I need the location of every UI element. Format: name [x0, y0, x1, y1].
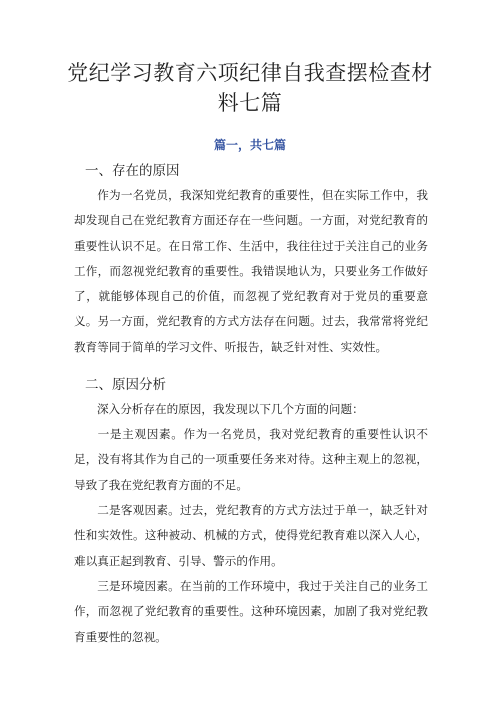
paragraph	[74, 574, 428, 650]
paragraph	[74, 498, 428, 574]
document-title: 党纪学习教育六项纪律自我查摆检查材料七篇	[67, 61, 433, 115]
paragraph-text: 作为一名党员，我深知党纪教育的重要性，但在实际工作中，我却发现自己在党纪教育方面还存在一些问题。一方面，对党纪教育的重要性认识不足。在日常工作、生活中，我往往过于关注自己的业务工作，而忽视党纪教育的重要性。我错误地认为，只要业务工作做好了，就能够体现自己的价值，而忽视了党纪教育对于党员的重要意义。另一方面，党纪教育的方式方法存在问题。过去，我常常将党纪教育等同于简单的学习文件、听报告，缺乏针对性、实效性。	[74, 188, 428, 354]
paragraph-text: 二是客观因素。过去，党纪教育的方式方法过于单一，缺乏针对性和实效性。这种被动、机械的方式，使得党纪教育难以深入人心，难以真正起到教育、引导、警示的作用。	[74, 503, 428, 568]
chapter-label: 篇一，共七篇	[213, 138, 286, 152]
section-heading-analysis: 二、原因分析	[85, 377, 166, 393]
paragraph-text: 一是主观因素。作为一名党员，我对党纪教育的重要性认识不足，没有将其作为自己的一项重要任务来对待。这种主观上的忽视，导致了我在党纪教育方面的不足。	[74, 427, 428, 492]
paragraph	[74, 183, 428, 360]
paragraph-text: 深入分析存在的原因，我发现以下几个方面的问题：	[97, 402, 364, 416]
paragraph-text: 三是环境因素。在当前的工作环境中，我过于关注自己的业务工作，而忽视了党纪教育的重要性。这种环境因素，加剧了我对党纪教育重要性的忽视。	[74, 579, 428, 644]
section-heading-causes: 一、存在的原因	[85, 163, 180, 179]
paragraph	[74, 397, 428, 422]
paragraph	[74, 422, 428, 498]
